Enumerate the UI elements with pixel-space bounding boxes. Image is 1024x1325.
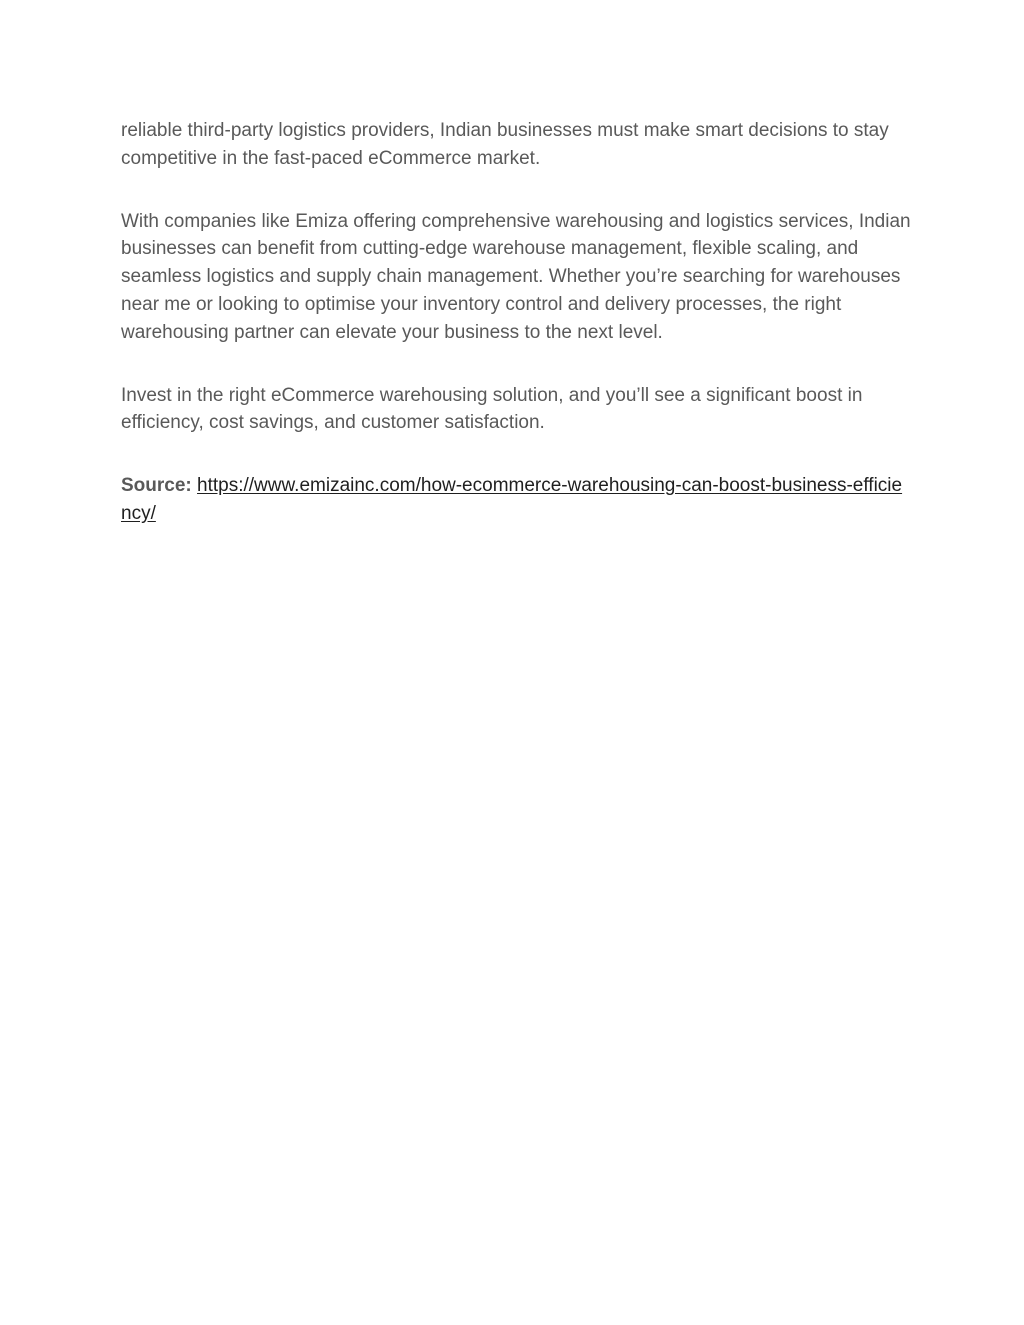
paragraph-emiza-services: With companies like Emiza offering comprehensive warehousing and logistics services, Indian businesses can benefit from cutting-edge warehouse management, flexible scaling, and seamless logistics and supply chain management. Whether you’re searching for warehouses near me or looking to optimise your inventory control and delivery processes, the right warehousing partner can elevate your business to the next level. (121, 210, 911, 343)
paragraph-conclusion: Invest in the right eCommerce warehousing solution, and you’ll see a significant boost in efficiency, cost savings, and customer satisfaction. (121, 384, 863, 434)
document-page (121, 117, 911, 563)
source-line (121, 472, 911, 528)
paragraph-intro: reliable third-party logistics providers, Indian businesses must make smart decisions to stay competitive in the fast-paced eCommerce market. (121, 120, 889, 169)
source-link[interactable]: https://www.emizainc.com/how-ecommerce-warehousing-can-boost-business-efficiency/ (121, 475, 903, 524)
source-label: Source: (121, 475, 192, 497)
